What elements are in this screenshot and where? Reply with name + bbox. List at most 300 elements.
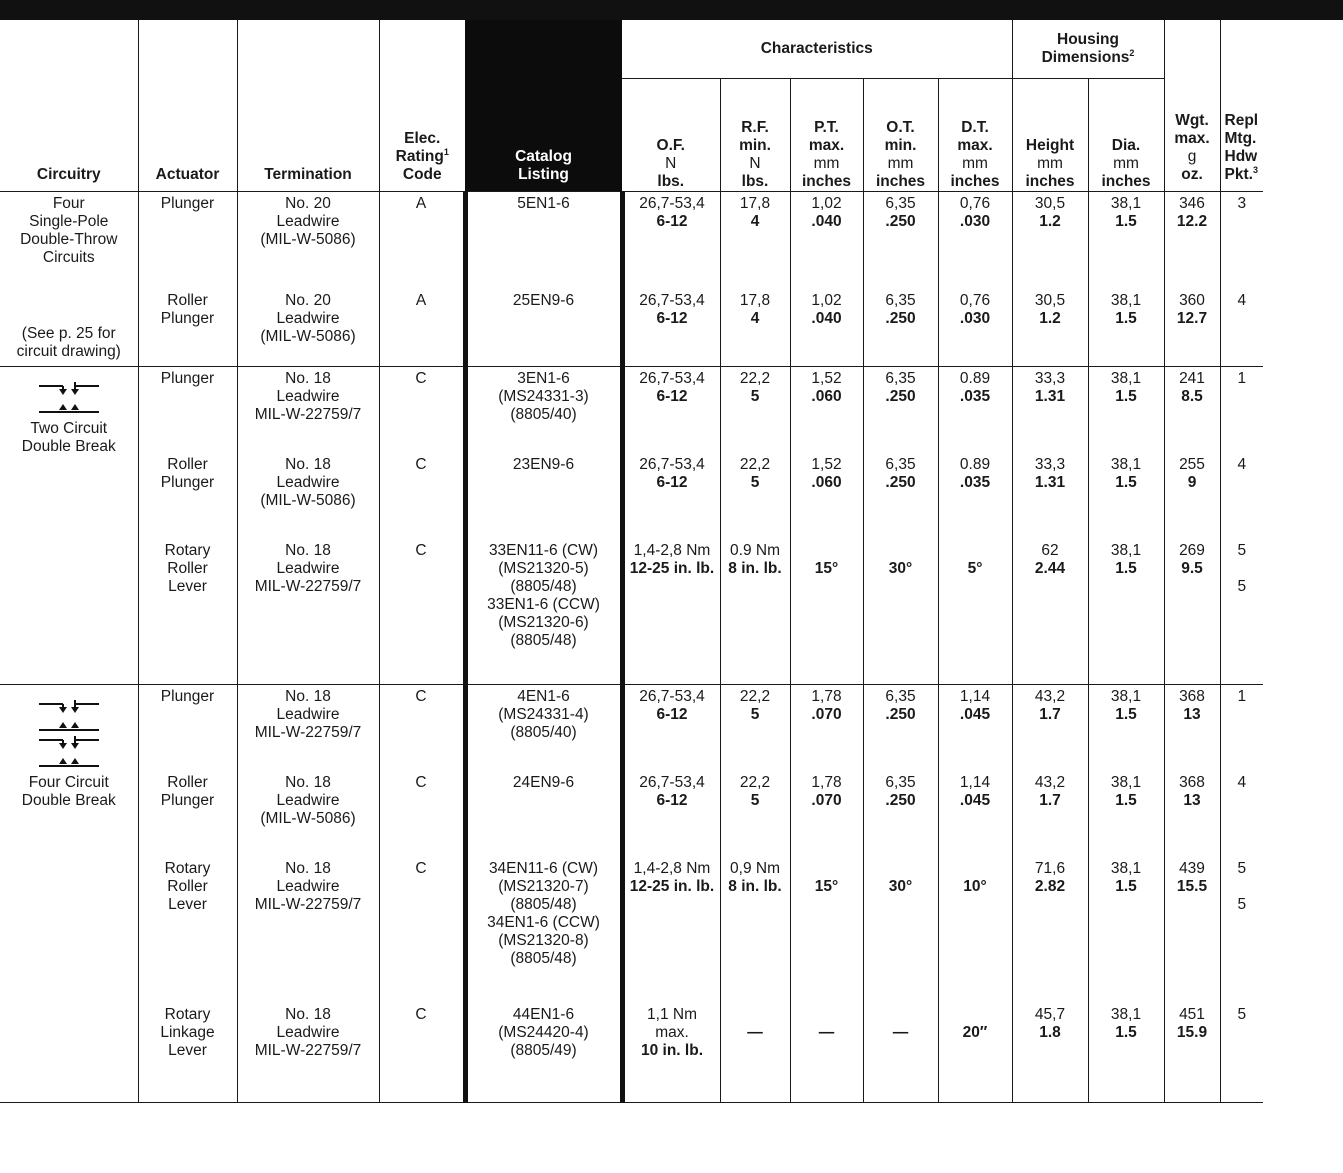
cell-line	[721, 1006, 790, 1024]
cell-line: .045	[959, 706, 991, 723]
cell-line: 5	[1237, 577, 1247, 595]
weight-cell	[1164, 539, 1220, 685]
cell-line: 33EN11-6 (CW)	[488, 541, 599, 559]
cell-line	[1221, 560, 1264, 578]
cell-line: 12.7	[1176, 309, 1208, 327]
repl-pkt-cell	[1220, 857, 1263, 1003]
cell-line: Lever	[168, 895, 207, 913]
of-cell	[622, 539, 720, 685]
cell-line: (MS21320-5)	[498, 559, 589, 577]
catalog-listing-cell	[465, 771, 622, 857]
cell-line: 38,1	[1110, 370, 1142, 387]
cell-line: .040	[811, 309, 842, 327]
cell-line: 368	[1179, 773, 1205, 791]
rf-cell	[720, 539, 790, 685]
cell-line: 13	[1183, 706, 1201, 723]
cell-line: .060	[811, 473, 842, 491]
cell-line: 0,9 Nm	[730, 859, 780, 877]
table-row	[0, 289, 1263, 367]
cell-line: Roller	[167, 455, 208, 473]
col-header-elec-rating: Elec. Rating$^1$ Code	[379, 20, 465, 192]
cell-line: 62	[1041, 541, 1059, 559]
termination-cell	[237, 367, 379, 453]
cell-line: 241	[1179, 370, 1205, 387]
cell-line: (MS24420-4)	[498, 1023, 589, 1041]
dt-cell	[938, 367, 1012, 453]
cell-line: Leadwire	[276, 791, 340, 809]
cell-line	[791, 860, 863, 878]
cell-line: 6-12	[656, 706, 688, 723]
cell-line	[791, 1006, 863, 1024]
cell-line: Double Break	[21, 792, 116, 809]
cell-line: 1.8	[1039, 1023, 1061, 1041]
cell-line: 38,1	[1110, 455, 1142, 473]
actuator-cell	[138, 367, 237, 453]
cell-line: A	[415, 291, 427, 309]
cell-line: 6-12	[656, 388, 688, 405]
dia-cell	[1088, 192, 1164, 289]
cell-line: (8805/48)	[510, 895, 577, 913]
cell-line: 1,1 Nm	[647, 1005, 697, 1023]
cell-line: 43,2	[1034, 688, 1066, 705]
dia-cell	[1088, 367, 1164, 453]
cell-line: Linkage	[160, 1023, 215, 1041]
ot-cell	[863, 453, 938, 539]
cell-line: 5	[1237, 541, 1247, 559]
cell-line	[939, 860, 1012, 878]
cell-line: C	[415, 455, 427, 473]
cell-line: 1	[1237, 370, 1247, 387]
cell-line: Roller	[167, 877, 208, 895]
cell-line: 24EN9-6	[512, 773, 575, 791]
repl-pkt-cell	[1220, 771, 1263, 857]
repl-pkt-cell	[1220, 1003, 1263, 1103]
table-row	[0, 539, 1263, 685]
cell-line: circuit drawing)	[16, 343, 121, 360]
cell-line: 20″	[962, 1023, 988, 1041]
of-cell	[622, 1003, 720, 1103]
cell-line: 5	[1237, 895, 1247, 913]
cell-line: 22,2	[739, 773, 771, 791]
height-cell	[1012, 685, 1088, 771]
cell-line: 1.31	[1034, 388, 1066, 405]
dt-cell	[938, 771, 1012, 857]
cell-line: 6-12	[656, 309, 688, 327]
col-header-rf: R.F. min. N lbs.	[720, 79, 790, 192]
pt-cell	[790, 289, 863, 367]
cell-line: MIL-W-22759/7	[254, 577, 362, 595]
cell-line: .035	[959, 388, 991, 405]
cell-line: 30°	[888, 559, 913, 577]
cell-line	[939, 1006, 1012, 1024]
cell-line: (8805/49)	[510, 1041, 577, 1059]
elec-rating-cell	[379, 771, 465, 857]
cell-line: Four	[52, 195, 85, 212]
table-row	[0, 857, 1263, 1003]
cell-line: (MIL-W-5086)	[260, 231, 356, 248]
col-header-dt: D.T. max. mm inches	[938, 79, 1012, 192]
cell-line: .040	[811, 213, 842, 230]
cell-line: 6,35	[885, 773, 916, 791]
elec-rating-cell	[379, 539, 465, 685]
cell-line: 0,76	[959, 291, 991, 309]
cell-line: A	[415, 195, 427, 212]
dia-cell	[1088, 857, 1164, 1003]
cell-line: Leadwire	[276, 559, 340, 577]
dt-cell	[938, 192, 1012, 289]
catalog-listing-cell	[465, 1003, 622, 1103]
dia-cell	[1088, 539, 1164, 685]
catalog-listing-cell	[465, 367, 622, 453]
cell-line: 30°	[888, 877, 913, 895]
cell-line: 1,14	[959, 688, 991, 705]
circuitry-cell	[0, 685, 138, 1103]
cell-line: 26,7-53,4	[639, 291, 705, 309]
cell-line: 3	[1237, 195, 1247, 212]
cell-line: .030	[959, 309, 991, 327]
cell-line: 15°	[814, 559, 839, 577]
col-header-ot: O.T. min. mm inches	[863, 79, 938, 192]
cell-line: 38,1	[1110, 688, 1142, 705]
actuator-cell	[138, 192, 237, 289]
col-header-height: Height mm inches	[1012, 79, 1088, 192]
cell-line	[939, 542, 1012, 560]
cell-line	[864, 860, 938, 878]
col-header-repl-mtg-hdw: Repl Mtg. Hdw Pkt.$^3$	[1220, 20, 1263, 192]
catalog-listing-cell	[465, 539, 622, 685]
cell-line: .045	[959, 791, 991, 809]
weight-cell	[1164, 685, 1220, 771]
cell-line: 4	[750, 309, 760, 327]
cell-line: 4	[750, 213, 760, 230]
cell-line: Plunger	[160, 688, 215, 705]
cell-line: 1.5	[1115, 559, 1137, 577]
cell-line: 1.5	[1115, 309, 1137, 327]
ot-cell	[863, 289, 938, 367]
cell-line: 1.5	[1115, 1023, 1137, 1041]
ot-cell	[863, 685, 938, 771]
ot-cell	[863, 857, 938, 1003]
cell-line: 38,1	[1110, 859, 1142, 877]
termination-cell	[237, 685, 379, 771]
pt-cell	[790, 771, 863, 857]
cell-line: Leadwire	[276, 388, 340, 405]
top-black-bar	[0, 0, 1343, 20]
cell-line: C	[415, 773, 427, 791]
col-header-termination: Termination	[237, 20, 379, 192]
cell-line: 6,35	[885, 455, 916, 473]
catalog-listing-cell	[465, 289, 622, 367]
group-header-characteristics: Characteristics	[622, 20, 1012, 79]
weight-cell	[1164, 367, 1220, 453]
height-cell	[1012, 1003, 1088, 1103]
col-header-weight: Wgt. max. g oz.	[1164, 20, 1220, 192]
cell-line: 15.9	[1176, 1023, 1208, 1041]
ot-cell	[863, 539, 938, 685]
table-body	[0, 192, 1263, 1103]
cell-line: —	[747, 1023, 763, 1041]
of-cell	[622, 771, 720, 857]
cell-line: (MS24331-3)	[498, 388, 589, 405]
weight-cell	[1164, 857, 1220, 1003]
dt-cell	[938, 1003, 1012, 1103]
cell-line: Plunger	[160, 473, 215, 491]
cell-line: 26,7-53,4	[639, 688, 705, 705]
cell-line: Plunger	[160, 370, 215, 387]
cell-line: Double-Throw	[20, 231, 118, 248]
cell-line: 2.44	[1034, 559, 1066, 577]
cell-line: Roller	[167, 559, 208, 577]
cell-line: No. 18	[285, 541, 331, 559]
cell-line: 5	[1237, 1005, 1247, 1023]
actuator-cell	[138, 857, 237, 1003]
cell-line: 26,7-53,4	[639, 370, 705, 387]
cell-line: (8805/48)	[510, 631, 577, 649]
cell-line: Double Break	[21, 438, 116, 455]
cell-line: 1,78	[811, 688, 842, 705]
cell-line: .030	[959, 213, 991, 230]
group-header-housing-dimensions: Housing Dimensions$^2$	[1012, 20, 1164, 79]
cell-line: MIL-W-22759/7	[254, 895, 362, 913]
cell-line: 12-25 in. lb.	[629, 559, 715, 577]
dt-cell	[938, 289, 1012, 367]
cell-line: 1,14	[959, 773, 991, 791]
height-cell	[1012, 539, 1088, 685]
dt-cell	[938, 453, 1012, 539]
of-cell	[622, 857, 720, 1003]
cell-line: Lever	[168, 577, 207, 595]
cell-line: Leadwire	[276, 473, 340, 491]
cell-line: (MIL-W-5086)	[260, 491, 356, 509]
cell-line: 1,4-2,8 Nm	[633, 541, 711, 559]
cell-line: .250	[885, 388, 916, 405]
rf-cell	[720, 1003, 790, 1103]
rf-cell	[720, 771, 790, 857]
cell-line: No. 18	[285, 455, 331, 473]
circuitry-cell	[0, 367, 138, 685]
termination-cell	[237, 857, 379, 1003]
rf-cell	[720, 289, 790, 367]
catalog-listing-cell	[465, 192, 622, 289]
dia-cell	[1088, 685, 1164, 771]
cell-line	[864, 542, 938, 560]
cell-line: 1,52	[811, 370, 842, 387]
cell-line: Leadwire	[276, 877, 340, 895]
cell-line: 12.2	[1176, 213, 1208, 230]
cell-line: 15.5	[1176, 877, 1208, 895]
cell-line: 10°	[963, 877, 987, 895]
cell-line: 3EN1-6	[517, 370, 570, 387]
cell-line: No. 18	[285, 370, 331, 387]
double-break-contact-symbol	[33, 380, 105, 418]
cell-line: 451	[1179, 1005, 1205, 1023]
weight-cell	[1164, 192, 1220, 289]
cell-line: 6-12	[656, 213, 688, 230]
cell-line: 0.89	[959, 455, 991, 473]
dt-cell	[938, 685, 1012, 771]
cell-line: 33,3	[1034, 370, 1066, 387]
cell-line: 38,1	[1110, 541, 1142, 559]
cell-line: 368	[1179, 688, 1205, 705]
cell-line: MIL-W-22759/7	[254, 406, 362, 423]
cell-line: (8805/48)	[510, 577, 577, 595]
elec-rating-cell	[379, 1003, 465, 1103]
termination-cell	[237, 771, 379, 857]
elec-rating-cell	[379, 367, 465, 453]
cell-line: (8805/40)	[510, 724, 577, 741]
cell-line: Rotary	[164, 541, 211, 559]
ot-cell	[863, 192, 938, 289]
cell-line: 1.7	[1039, 706, 1061, 723]
cell-line: (8805/48)	[510, 949, 577, 967]
elec-rating-cell	[379, 857, 465, 1003]
cell-line: Roller	[167, 773, 208, 791]
switch-spec-table	[0, 20, 1263, 1103]
pt-cell	[790, 539, 863, 685]
cell-line: 6-12	[656, 791, 688, 809]
ot-cell	[863, 367, 938, 453]
cell-line: 0.9 Nm	[730, 541, 780, 559]
cell-line: 0,76	[959, 195, 991, 212]
col-header-actuator: Actuator	[138, 20, 237, 192]
cell-line: .070	[811, 706, 842, 723]
weight-cell	[1164, 771, 1220, 857]
table-row	[0, 771, 1263, 857]
repl-pkt-cell	[1220, 289, 1263, 367]
cell-line: 23EN9-6	[512, 455, 575, 473]
cell-line: 6,35	[885, 195, 916, 212]
cell-line: 38,1	[1110, 291, 1142, 309]
cell-line: No. 18	[285, 688, 331, 705]
cell-line	[864, 1006, 938, 1024]
double-break-contact-symbol	[33, 698, 105, 772]
cell-line: No. 20	[285, 291, 331, 309]
cell-line: 6-12	[656, 473, 688, 491]
cell-line: 1.2	[1039, 213, 1061, 230]
cell-line: .250	[885, 473, 916, 491]
cell-line: MIL-W-22759/7	[254, 724, 362, 741]
cell-line	[1221, 878, 1264, 896]
catalog-listing-cell	[465, 857, 622, 1003]
dt-cell	[938, 539, 1012, 685]
repl-pkt-cell	[1220, 453, 1263, 539]
cell-line: Lever	[168, 1041, 207, 1059]
pt-cell	[790, 367, 863, 453]
cell-line: 22,2	[739, 370, 771, 387]
dia-cell	[1088, 1003, 1164, 1103]
cell-line: 8.5	[1181, 388, 1203, 405]
pt-cell	[790, 453, 863, 539]
height-cell	[1012, 289, 1088, 367]
cell-line: (MIL-W-5086)	[260, 327, 356, 345]
cell-line: 4	[1237, 455, 1247, 473]
height-cell	[1012, 857, 1088, 1003]
cell-line: 17,8	[739, 195, 771, 212]
cell-line: 4EN1-6	[517, 688, 570, 705]
cell-line: 71,6	[1034, 859, 1066, 877]
cell-line: 269	[1179, 541, 1205, 559]
cell-line: Plunger	[160, 195, 215, 212]
elec-rating-cell	[379, 289, 465, 367]
dia-cell	[1088, 771, 1164, 857]
rf-cell	[720, 367, 790, 453]
cell-line: (MS21320-8)	[498, 931, 589, 949]
cell-line: 8 in. lb.	[728, 559, 782, 577]
cell-line: 8 in. lb.	[728, 877, 782, 895]
cell-line: MIL-W-22759/7	[254, 1041, 362, 1059]
cell-line: 26,7-53,4	[639, 195, 705, 212]
cell-line: Four Circuit	[28, 774, 109, 791]
cell-line: .250	[885, 213, 916, 230]
actuator-cell	[138, 685, 237, 771]
cell-line: C	[415, 859, 427, 877]
cell-line: —	[892, 1023, 909, 1041]
dt-cell	[938, 857, 1012, 1003]
cell-line: C	[415, 1005, 427, 1023]
repl-pkt-cell	[1220, 685, 1263, 771]
of-cell	[622, 289, 720, 367]
cell-line: Single-Pole	[29, 213, 109, 230]
cell-line: (MS21320-6)	[498, 613, 589, 631]
weight-cell	[1164, 453, 1220, 539]
actuator-cell	[138, 289, 237, 367]
table-row	[0, 1003, 1263, 1103]
termination-cell	[237, 1003, 379, 1103]
cell-line: 1,78	[811, 773, 842, 791]
cell-line: Rotary	[164, 1005, 211, 1023]
circuitry-cell	[0, 192, 138, 367]
cell-line: 1.5	[1115, 213, 1137, 230]
cell-line: No. 18	[285, 1005, 331, 1023]
table-row	[0, 685, 1263, 771]
cell-line: —	[818, 1023, 835, 1041]
cell-line: 0.89	[959, 370, 991, 387]
cell-line: Leadwire	[276, 1023, 340, 1041]
cell-line: 38,1	[1110, 1005, 1142, 1023]
cell-line: Roller	[167, 291, 208, 309]
cell-line: 26,7-53,4	[639, 773, 705, 791]
cell-line: No. 18	[285, 859, 331, 877]
cell-line: 9.5	[1181, 559, 1203, 577]
pt-cell	[790, 857, 863, 1003]
cell-line: 43,2	[1034, 773, 1066, 791]
cell-line: (MIL-W-5086)	[260, 809, 356, 827]
termination-cell	[237, 453, 379, 539]
table-row	[0, 367, 1263, 453]
cell-line: .250	[885, 309, 916, 327]
cell-line: 6,35	[885, 291, 916, 309]
cell-line: 10 in. lb.	[640, 1041, 703, 1059]
col-header-circuitry: Circuitry	[36, 166, 101, 183]
cell-line: 1.5	[1115, 791, 1137, 809]
cell-line: No. 20	[285, 195, 331, 212]
ot-cell	[863, 1003, 938, 1103]
cell-line: Rotary	[164, 859, 211, 877]
cell-line: .250	[885, 791, 916, 809]
cell-line: .250	[885, 706, 916, 723]
cell-line: C	[415, 370, 427, 387]
height-cell	[1012, 192, 1088, 289]
actuator-cell	[138, 771, 237, 857]
actuator-cell	[138, 539, 237, 685]
cell-line: 255	[1179, 455, 1205, 473]
cell-line: 1	[1237, 688, 1247, 705]
cell-line: .035	[959, 473, 991, 491]
cell-line: Leadwire	[276, 213, 340, 230]
cell-line: 5	[750, 473, 760, 491]
catalog-listing-cell	[465, 685, 622, 771]
cell-line: 17,8	[739, 291, 771, 309]
